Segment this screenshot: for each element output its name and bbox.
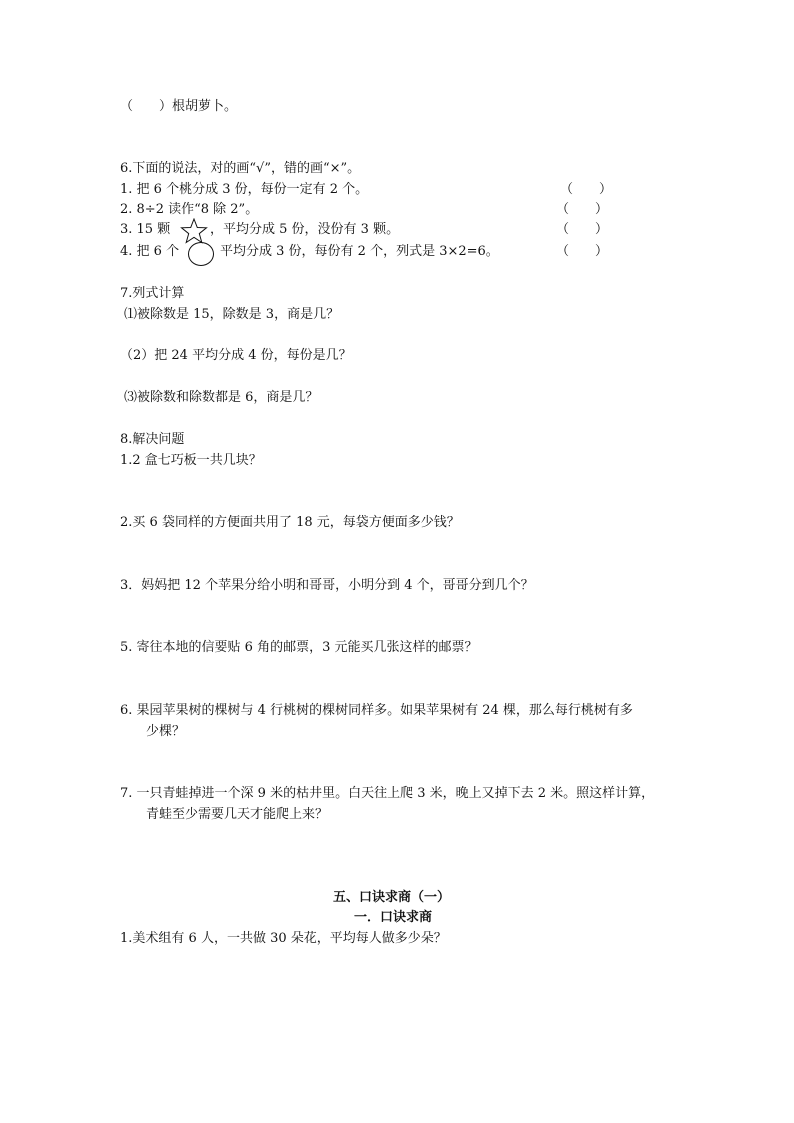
section-5-subtitle: 一．口诀求商 <box>354 910 433 925</box>
q8-item-7-line1: 7. 一只青蛙掉进一个深 9 米的枯井里。白天往上爬 3 米，晚上又掉下去 2 米。照这样计算， <box>120 786 655 801</box>
q6-title: 6.下面的说法，对的画“√”，错的画“×”。 <box>120 161 361 176</box>
q8-item-7-line2: 青蛙至少需要几天才能爬上来？ <box>146 807 329 822</box>
q8-item-2: 2.买 6 袋同样的方便面共用了 18 元，每袋方便面多少钱？ <box>120 515 460 530</box>
section-5-q1: 1.美术组有 6 人，一共做 30 朵花，平均每人做多少朵？ <box>120 931 447 946</box>
circle-icon <box>188 242 214 266</box>
q7-item-3: ⑶被除数和除数都是 6，商是几？ <box>124 390 319 405</box>
q8-item-3: 3．妈妈把 12 个苹果分给小明和哥哥，小明分到 4 个，哥哥分到几个？ <box>120 578 534 593</box>
q7-title: 7.列式计算 <box>120 286 185 301</box>
q6-item-4-post: 平均分成 3 份，每份有 2 个，列式是 3×2=6。 <box>220 244 499 259</box>
q8-title: 8.解决问题 <box>120 432 185 447</box>
q6-item-1: 1. 把 6 个桃分成 3 份，每份一定有 2 个。 <box>120 182 369 197</box>
star-icon <box>180 218 208 244</box>
section-5-title: 五、口诀求商（一） <box>333 890 451 905</box>
q6-item-2: 2. 8÷2 读作“8 除 2”。 <box>120 202 259 217</box>
q8-item-6-line1: 6. 果园苹果树的棵树与 4 行桃树的棵树同样多。如果苹果树有 24 棵，那么每行桃树有多 <box>120 703 633 718</box>
q6-answer-paren-3[interactable]: （ ） <box>556 222 609 237</box>
q8-item-6-line2: 少棵？ <box>146 724 186 739</box>
q6-answer-paren-2[interactable]: （ ） <box>556 202 609 217</box>
q7-item-1: ⑴被除数是 15，除数是 3，商是几？ <box>124 307 340 322</box>
q6-item-3-pre: 3. 15 颗 <box>120 222 171 237</box>
q8-item-1: 1.2 盒七巧板一共几块？ <box>120 453 262 468</box>
q6-answer-paren-4[interactable]: （ ） <box>556 244 609 259</box>
q6-item-4-pre: 4. 把 6 个 <box>120 244 180 259</box>
q6-item-3-post: ，平均分成 5 份，没份有 3 颗。 <box>210 222 400 237</box>
carrot-blank-line: （ ）根胡萝卜。 <box>120 99 238 114</box>
q8-item-5: 5. 寄往本地的信要贴 6 角的邮票，3 元能买几张这样的邮票？ <box>120 640 478 655</box>
q6-answer-paren-1[interactable]: （ ） <box>560 182 613 197</box>
q7-item-2: （2）把 24 平均分成 4 份，每份是几？ <box>120 348 352 363</box>
